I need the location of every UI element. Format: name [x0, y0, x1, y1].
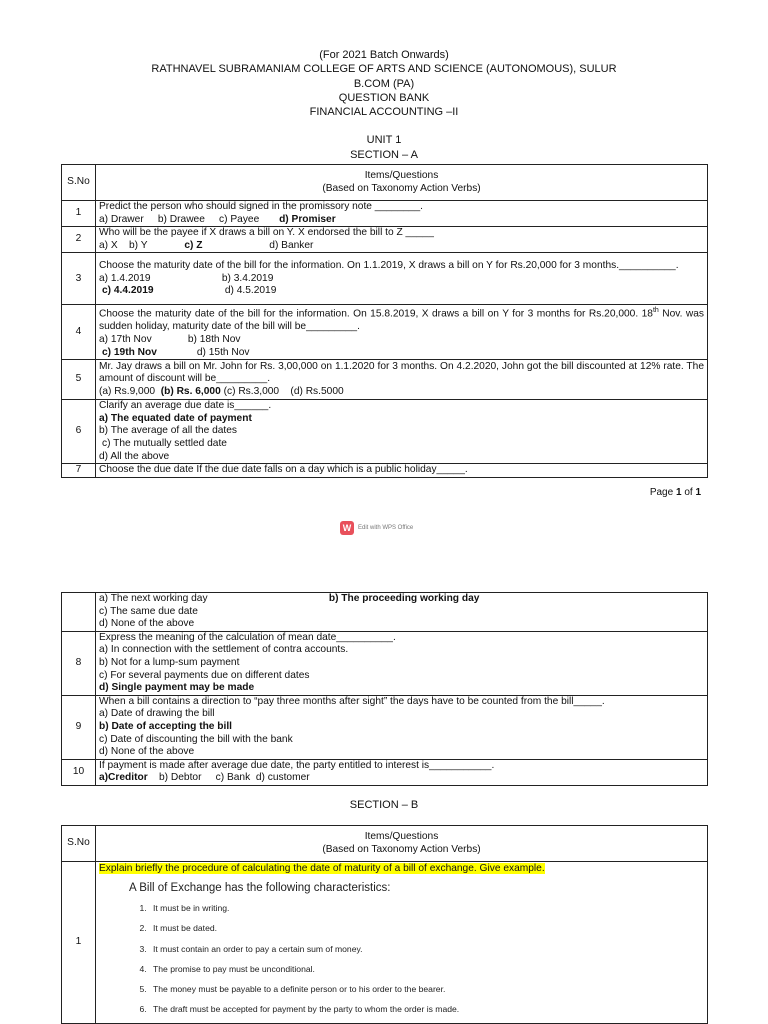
options-line — [99, 285, 704, 298]
question-text: Predict the person who should signed in the promissory note ________. — [99, 201, 423, 212]
option-d: (d) Rs.5000 — [290, 385, 344, 397]
option-d: d) None of the above — [99, 746, 195, 758]
option-c: (c) Rs.3,000 — [223, 385, 280, 397]
section-b-question-row-1 — [62, 862, 708, 1024]
options-line — [99, 772, 704, 785]
option-d: d) customer — [255, 772, 310, 784]
option-b: b) 18th Nov — [187, 333, 241, 345]
option-d: d) 15th Nov — [196, 346, 250, 358]
list-item: 4. The promise to pay must be unconditional. — [149, 963, 704, 976]
question-cell — [96, 862, 708, 1024]
sno-header: S.No — [62, 826, 96, 862]
question-cell — [96, 695, 708, 759]
question-text — [99, 305, 704, 334]
question-text: Express the meaning of the calculation of mean date__________. — [99, 631, 396, 643]
wps-watermark-text: Edit with WPS Office — [358, 525, 414, 531]
items-header-basis: (Based on Taxonomy Action Verbs) — [322, 182, 481, 194]
options-line — [99, 593, 704, 606]
question-text: When a bill contains a direction to “pay three months after sight” the days have to be counted from the bill_____. — [99, 695, 605, 707]
unit-title: UNIT 1 — [366, 134, 402, 147]
question-text: Clarify an average due date is______. — [99, 400, 272, 412]
question-text: Choose the maturity date of the bill for the information. On 1.1.2019, X draws a bill on Y for Rs.20,000 for 3 months.__________. — [99, 259, 679, 271]
question-row-1 — [62, 201, 708, 227]
option-a: a) Date of drawing the bill — [99, 708, 215, 720]
option-c-answer: c) Z — [184, 239, 203, 251]
section-b-title: SECTION – B — [349, 799, 419, 811]
question-row-3 — [62, 253, 708, 305]
option-c: c) The same due date — [99, 605, 198, 617]
question-cell — [96, 631, 708, 695]
question-text-part: Nov. was sudden holiday, maturity date of the bill will be_________. — [99, 308, 704, 333]
option-b: b) Drawee — [157, 213, 205, 225]
question-text: Choose the due date If the due date falls on a day which is a public holiday_____. — [96, 464, 708, 478]
page-of: of — [684, 487, 693, 498]
question-text-highlighted: Explain briefly the procedure of calculating the date of maturity of a bill of exchange. Give example. — [99, 863, 545, 874]
question-row-2 — [62, 227, 708, 253]
option-b-answer: (b) Rs. 6,000 — [160, 385, 221, 397]
table-header-row — [62, 826, 708, 862]
options-line — [99, 240, 704, 253]
option-b: b) The average of all the dates — [99, 425, 237, 437]
items-header — [96, 826, 708, 862]
question-row-7-options — [62, 593, 708, 632]
section-b-table — [61, 825, 708, 1024]
question-cell — [96, 253, 708, 305]
question-number: 9 — [62, 695, 96, 759]
options-line — [99, 347, 704, 360]
option-c: c) Date of discounting the bill with the bank — [99, 733, 293, 745]
options-line — [99, 214, 704, 227]
section-a-title: SECTION – A — [350, 148, 418, 161]
superscript: th — [652, 307, 659, 315]
option-b: b) Not for a lump-sum payment — [99, 656, 240, 668]
option-d-answer: d) Promiser — [279, 213, 336, 225]
question-number: 3 — [62, 253, 96, 305]
option-c: c) The mutually settled date — [102, 437, 227, 449]
question-cell — [96, 305, 708, 360]
subject-name: FINANCIAL ACCOUNTING –II — [309, 106, 459, 119]
college-name: RATHNAVEL SUBRAMANIAM COLLEGE OF ARTS AND SCIENCE (AUTONOMOUS), SULUR — [151, 63, 617, 76]
question-number: 1 — [62, 862, 96, 1024]
table-header-row — [62, 165, 708, 201]
question-row-10 — [62, 759, 708, 785]
question-row-7 — [62, 464, 708, 478]
question-text: Who will be the payee if X draws a bill on Y. X endorsed the bill to Z _____ — [99, 227, 434, 239]
option-c-answer: c) 19th Nov — [102, 346, 157, 358]
option-a: a) The next working day — [99, 593, 208, 604]
characteristics-list — [99, 902, 704, 1016]
question-number: 10 — [62, 759, 96, 785]
page-number: 1 — [675, 487, 682, 498]
option-d: d) None of the above — [99, 618, 195, 630]
question-cell — [96, 360, 708, 400]
option-b-answer: b) The proceeding working day — [328, 593, 480, 604]
question-cell — [96, 201, 708, 227]
list-item: 1. It must be in writing. — [149, 902, 704, 915]
option-a: a) 1.4.2019 — [99, 272, 151, 284]
course-name: B.COM (PA) — [353, 77, 415, 90]
options-line — [99, 386, 704, 399]
option-a: a) In connection with the settlement of contra accounts. — [99, 644, 349, 656]
page-label: Page — [649, 487, 674, 498]
question-number: 7 — [62, 464, 96, 478]
option-b: b) Debtor — [159, 772, 202, 784]
option-b: b) 3.4.2019 — [221, 272, 274, 284]
list-item: 6. The draft must be accepted for payment by the party to whom the order is made. — [149, 1003, 704, 1016]
options-line — [99, 334, 704, 347]
section-a-table-1 — [61, 164, 708, 478]
question-number: 2 — [62, 227, 96, 253]
question-cell — [96, 227, 708, 253]
option-c: c) Bank — [215, 772, 251, 784]
option-d-answer: d) Single payment may be made — [99, 682, 255, 694]
option-a: a) X — [99, 239, 118, 251]
option-b-answer: b) Date of accepting the bill — [99, 720, 233, 732]
question-cell — [96, 593, 708, 632]
options-line — [99, 273, 704, 286]
question-row-8 — [62, 631, 708, 695]
question-row-5 — [62, 360, 708, 400]
items-header-basis: (Based on Taxonomy Action Verbs) — [322, 843, 481, 855]
list-item: 2. It must be dated. — [149, 922, 704, 935]
option-a-answer: a) The equated date of payment — [99, 412, 252, 424]
items-header — [96, 165, 708, 201]
option-a: a) 17th Nov — [99, 333, 152, 345]
option-d: d) All the above — [99, 450, 170, 462]
option-a: a) Drawer — [99, 213, 144, 225]
question-number: 1 — [62, 201, 96, 227]
question-number: 4 — [62, 305, 96, 360]
option-d: d) Banker — [269, 239, 314, 251]
question-number: 8 — [62, 631, 96, 695]
option-c-answer: c) 4.4.2019 — [102, 285, 154, 297]
page-total: 1 — [695, 487, 701, 498]
question-number: 5 — [62, 360, 96, 400]
option-c: c) For several payments due on different dates — [99, 669, 310, 681]
question-text: Mr. Jay draws a bill on Mr. John for Rs. 3,00,000 on 1.1.2020 for 3 months. On 4.2.2020, John got the bill discounted at 12% rate. The amount of discount will be_________. — [99, 360, 704, 385]
sno-header: S.No — [62, 165, 96, 201]
page-indicator — [650, 487, 701, 498]
items-header-label: Items/Questions — [364, 169, 439, 181]
question-row-4 — [62, 305, 708, 360]
option-a-answer: a)Creditor — [99, 772, 148, 784]
batch-line: (For 2021 Batch Onwards) — [319, 49, 449, 61]
option-d: d) 4.5.2019 — [224, 285, 277, 297]
list-item: 3. It must contain an order to pay a certain sum of money. — [149, 943, 704, 956]
option-a: (a) Rs.9,000 — [99, 385, 156, 397]
question-number: 6 — [62, 400, 96, 464]
question-text-part: Choose the maturity date of the bill for the information. On 15.8.2019, X draws a bill on Y for 3 months for Rs.20,000. 18 — [99, 308, 653, 320]
answer-intro: A Bill of Exchange has the following characteristics: — [129, 881, 391, 894]
option-b: b) Y — [129, 239, 148, 251]
option-c: c) Payee — [219, 213, 260, 225]
items-header-label: Items/Questions — [364, 830, 439, 842]
question-row-9 — [62, 695, 708, 759]
section-a-table-2 — [61, 592, 708, 786]
doc-type: QUESTION BANK — [338, 91, 430, 104]
wps-logo-icon: W — [340, 521, 354, 535]
question-cell — [96, 759, 708, 785]
question-text: If payment is made after average due date, the party entitled to interest is___________. — [99, 759, 495, 771]
question-cell — [96, 400, 708, 464]
list-item: 5. The money must be payable to a definite person or to his order to the bearer. — [149, 983, 704, 996]
question-row-6 — [62, 400, 708, 464]
question-number-empty — [62, 593, 96, 632]
wps-watermark — [340, 521, 413, 535]
document-header — [0, 48, 768, 162]
